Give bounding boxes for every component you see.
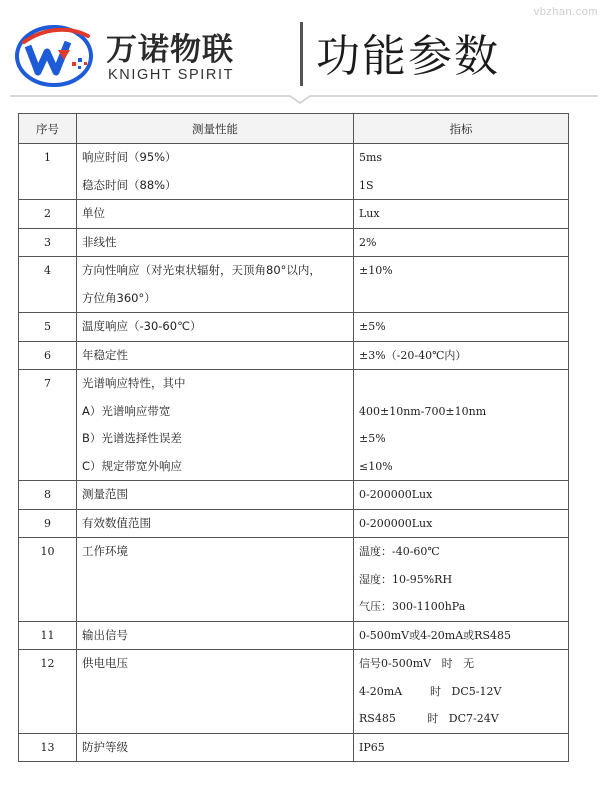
spec-text: 温度：-40-60℃ [359,545,440,558]
measurement-cell [77,200,354,229]
spec-text: 信号0-500mV 时 无 [359,657,475,670]
spec-cell [354,538,569,622]
measurement-text: 有效数值范围 [82,515,151,530]
table-row [19,621,569,650]
header-pointer-line [0,90,608,104]
row-number-cell [19,733,77,762]
brand-logo-icon [14,20,94,88]
header-spec: 指标 [354,114,569,144]
table-row [19,257,569,313]
measurement-text: 输出信号 [82,627,128,642]
row-number-cell [19,228,77,257]
measurement-text: 防护等级 [82,739,128,754]
table-row [19,481,569,510]
header [0,0,608,110]
parameters-table [18,113,569,762]
spec-text [354,285,568,313]
row-number-cell [19,200,77,229]
row-number: 12 [40,657,55,670]
spec-text: ≤10% [359,459,393,473]
spec-cell [354,509,569,538]
measurement-cell [77,144,354,200]
table-row [19,228,569,257]
table-row [19,313,569,342]
spec-text: 0-200000Lux [359,488,433,501]
row-number-cell [19,313,77,342]
spec-text: 5ms [359,151,383,164]
spec-cell [354,313,569,342]
spec-text: ±5% [359,320,386,333]
measurement-text: 光谱响应特性，其中 [82,376,186,390]
spec-text: 0-500mV或4-20mA或RS485 [359,628,511,642]
measurement-text [77,705,353,733]
measurement-text: 供电电压 [82,656,128,670]
row-number: 3 [44,235,51,249]
measurement-cell [77,370,354,481]
spec-text: RS485 时 DC7-24V [359,712,499,725]
spec-text: 气压：300-1100hPa [359,600,466,613]
spec-cell [354,650,569,734]
measurement-cell [77,481,354,510]
row-number: 11 [40,628,55,642]
measurement-cell [77,733,354,762]
spec-text: 4-20mA 时 DC5-12V [359,684,502,698]
spec-text: 0-200000Lux [359,516,433,530]
measurement-text: 测量范围 [82,487,128,501]
row-number-cell [19,650,77,734]
spec-text: 1S [359,178,374,192]
measurement-text: B）光谱选择性误差 [82,431,182,445]
measurement-text: 响应时间（95%） [82,150,177,164]
spec-text: Lux [359,207,380,220]
row-number-cell [19,509,77,538]
measurement-cell [77,650,354,734]
spec-text: 400±10nm-700±10nm [359,404,487,418]
table-row [19,341,569,370]
measurement-cell [77,257,354,313]
spec-text [354,370,568,398]
spec-text: ±3%（-20-40℃内） [359,348,467,362]
measurement-cell [77,313,354,342]
measurement-text: 年稳定性 [82,347,128,362]
row-number: 9 [44,516,51,530]
measurement-text: C）规定带宽外响应 [82,458,183,473]
spec-text: ±5% [359,432,386,445]
row-number: 4 [44,264,51,277]
measurement-text [77,593,353,621]
watermark: vbzhan.com [533,6,598,18]
measurement-cell [77,509,354,538]
measurement-cell [77,341,354,370]
row-number-cell [19,144,77,200]
row-number-cell [19,481,77,510]
measurement-cell [77,228,354,257]
table-row [19,650,569,734]
table-row [19,509,569,538]
spec-text: ±10% [359,264,393,277]
table-row [19,144,569,200]
spec-cell [354,257,569,313]
spec-cell [354,144,569,200]
row-number: 1 [44,151,51,164]
header-no: 序号 [19,114,77,144]
measurement-text [77,678,353,706]
table-row [19,538,569,622]
header-item: 测量性能 [77,114,354,144]
measurement-text: 非线性 [82,234,117,249]
spec-cell [354,481,569,510]
spec-cell [354,228,569,257]
table-header-row [19,114,569,144]
brand-name-cn: 万诺物联 [106,32,234,68]
row-number-cell [19,621,77,650]
spec-cell [354,621,569,650]
table-row [19,200,569,229]
measurement-text: 单位 [82,206,105,220]
measurement-text [77,566,353,594]
table-row [19,733,569,762]
row-number-cell [19,257,77,313]
brand-name-en: KNIGHT SPIRIT [108,67,235,83]
page-title: 功能参数 [316,31,500,82]
row-number-cell [19,341,77,370]
measurement-text: A）光谱响应带宽 [82,403,171,418]
measurement-text: 方向性响应（对光束状辐射，天顶角80°以内， [82,263,321,277]
measurement-cell [77,538,354,622]
row-number-cell [19,538,77,622]
row-number: 10 [40,545,55,558]
row-number: 6 [44,348,51,362]
row-number: 5 [44,320,51,333]
row-number: 13 [40,740,55,754]
spec-text: 湿度：10-95%RH [359,572,453,586]
spec-text: 2% [359,235,377,249]
header-divider [300,22,303,86]
row-number: 7 [44,377,51,390]
measurement-cell [77,621,354,650]
spec-cell [354,341,569,370]
measurement-text: 方位角360°） [82,290,156,305]
table-row [19,370,569,481]
measurement-text: 温度响应（-30-60℃） [82,319,202,333]
row-number-cell [19,370,77,481]
row-number: 8 [44,488,51,501]
measurement-text: 稳态时间（88%） [82,177,177,192]
spec-cell [354,200,569,229]
spec-cell [354,370,569,481]
spec-text: IP65 [359,740,385,754]
row-number: 2 [44,207,51,220]
measurement-text: 工作环境 [82,544,128,558]
spec-cell [354,733,569,762]
